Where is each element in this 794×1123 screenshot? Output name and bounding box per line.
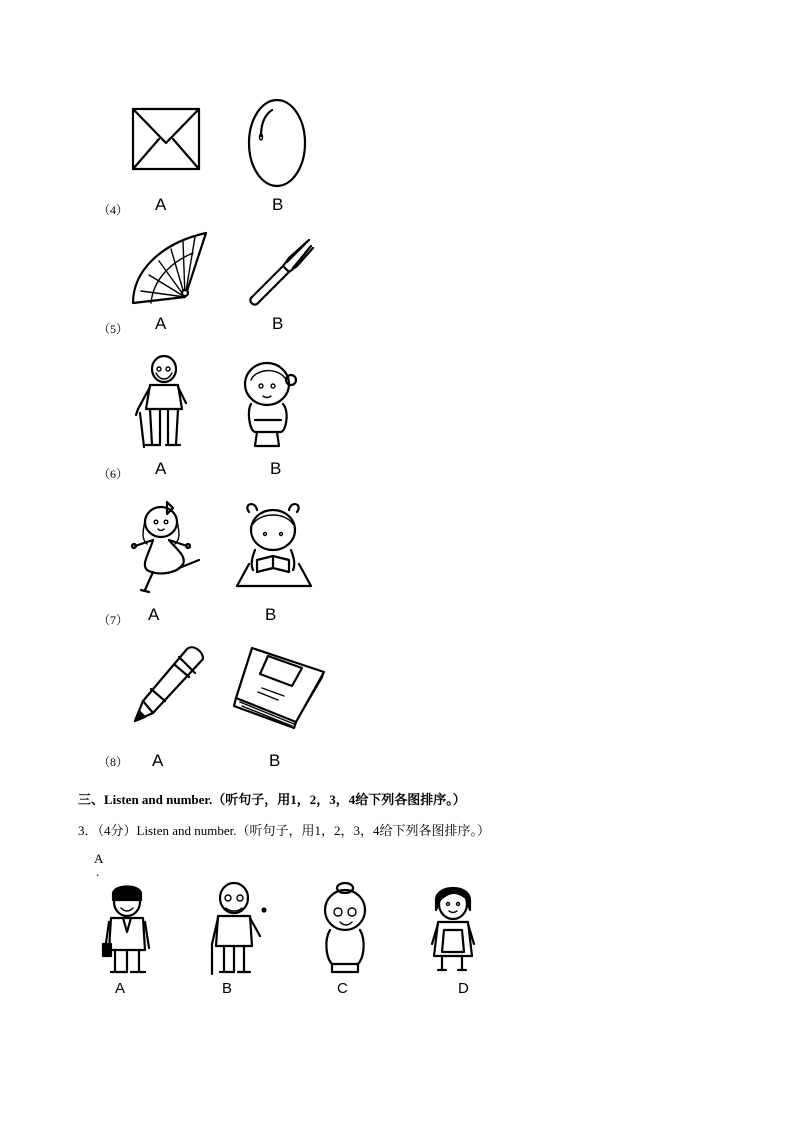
- option-a: A: [152, 751, 164, 770]
- reading-girl-icon: [235, 500, 315, 592]
- option-a: A: [148, 605, 160, 624]
- egg-icon: [246, 96, 308, 188]
- father-icon: [103, 880, 151, 974]
- dancing-girl-icon: [131, 498, 205, 598]
- option-a: A: [155, 459, 167, 478]
- grandma-icon: [237, 360, 297, 450]
- question-instruction: 3．（4分）Listen and number.（听句子，用1，2，3，4给下列各图排序。）: [78, 823, 491, 838]
- question-number: （6）: [98, 467, 129, 481]
- section-heading: 三、Listen and number.（听句子，用1，2，3，4给下列各图排序。）: [78, 792, 466, 807]
- answer-label: A: [94, 851, 104, 866]
- fork-icon: [247, 236, 317, 308]
- option-a: A: [155, 314, 167, 333]
- grandpa-icon: [130, 353, 192, 451]
- option-b: B: [269, 751, 281, 770]
- option-b: B: [272, 314, 284, 333]
- mother-icon: [428, 880, 478, 974]
- figure-label-c: C: [337, 980, 348, 997]
- figure-label-a: A: [115, 980, 126, 997]
- envelope-icon: [131, 107, 201, 171]
- question-number: （5）: [98, 322, 129, 336]
- question-number: （8）: [98, 755, 129, 769]
- pencil-icon: [131, 645, 207, 725]
- grandfather-icon: [208, 882, 268, 974]
- answer-dot: .: [96, 864, 100, 879]
- grandmother-icon: [320, 880, 370, 974]
- fan-icon: [131, 231, 211, 307]
- question-number: （7）: [98, 613, 129, 627]
- book-icon: [232, 646, 328, 726]
- option-b: B: [270, 459, 282, 478]
- figure-label-d: D: [458, 980, 469, 997]
- option-b: B: [265, 605, 277, 624]
- option-b: B: [272, 195, 284, 214]
- figure-label-b: B: [222, 980, 233, 997]
- option-a: A: [155, 195, 167, 214]
- question-number: （4）: [98, 203, 129, 217]
